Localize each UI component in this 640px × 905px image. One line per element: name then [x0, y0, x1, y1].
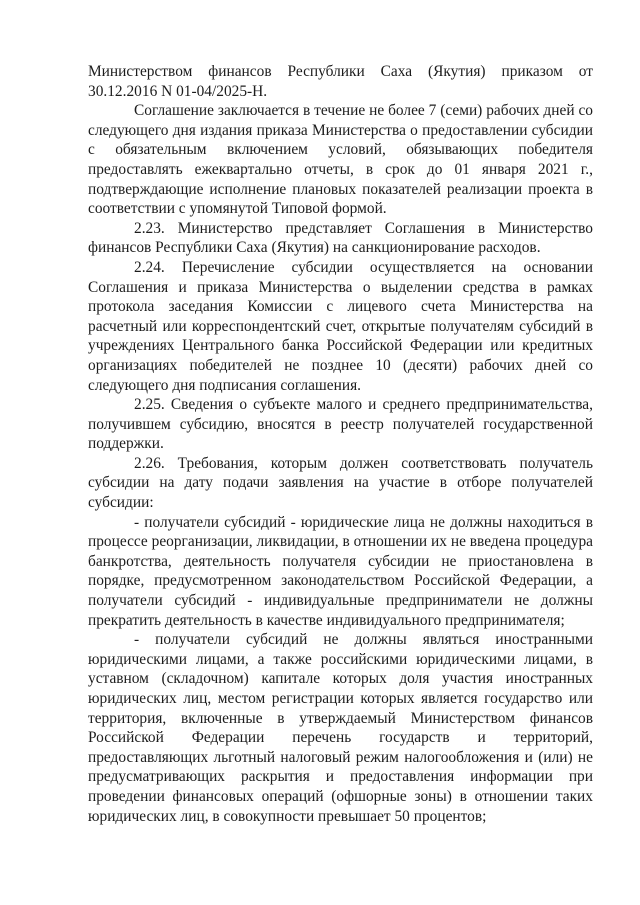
paragraph-2-24: 2.24. Перечисление субсидии осуществляется на основании Соглашения и приказа Министерства о выделении средства в рамках протокола заседания Комиссии с лицевого счета Министерства на расчетный или корреспондентский счет, открытые получателям субсидий в учреждениях Центрального банка Российской Федерации или кредитных организациях победителей не позднее 10 (десяти) рабочих дней со следующего дня подписания соглашения. [88, 258, 593, 394]
list-item-foreign-entities: - получатели субсидий не должны являться иностранными юридическими лицами, а также российскими юридическими лицами, в уставном (складочном) капитале которых доля участия иностранных юридических лиц, местом регистрации которых является государство или территория, включенные в утверждаемый Министерством финансов Российской Федерации перечень государств и территорий, предоставляющих льготный налоговый режим налогообложения и (или) не предусматривающих раскрытия и предоставления информации при проведении финансовых операций (офшорные зоны) в отношении таких юридических лиц, в совокупности превышает 50 процентов; [88, 631, 593, 825]
paragraph-2-25: 2.25. Сведения о субъекте малого и среднего предпринимательства, получившем субсидию, вносятся в реестр получателей государственной поддержки. [88, 396, 593, 453]
paragraph-agreement-terms: Соглашение заключается в течение не более 7 (семи) рабочих дней со следующего дня издания приказа Министерства о предоставлении субсидии с обязательным включением условий, обязывающих победителя предоставлять ежеквартально отчеты, в срок до 01 января 2021 г., подтверждающие исполнение плановых показателей реализации проекта в соответствии с упомянутой Типовой формой. [88, 102, 593, 218]
list-item-reorganization: - получатели субсидий - юридические лица не должны находиться в процессе реорганизации, ликвидации, в отношении их не введена процедура банкротства, деятельность получателя субсидии не приостановлена в порядке, предусмотренном законодательством Российской Федерации, а получатели субсидий - индивидуальные предприниматели не должны прекратить деятельность в качестве индивидуального предпринимателя; [88, 513, 593, 629]
paragraph-2-23: 2.23. Министерство представляет Соглашения в Министерство финансов Республики Саха (Якутия) на санкционирование расходов. [88, 219, 593, 257]
paragraph-2-26: 2.26. Требования, которым должен соответствовать получатель субсидии на дату подачи заявления на участие в отборе получателей субсидии: [88, 454, 593, 512]
paragraph-continuation: Министерством финансов Республики Саха (Якутия) приказом от 30.12.2016 N 01-04/2025-Н. [88, 63, 593, 100]
document-page [88, 62, 593, 826]
